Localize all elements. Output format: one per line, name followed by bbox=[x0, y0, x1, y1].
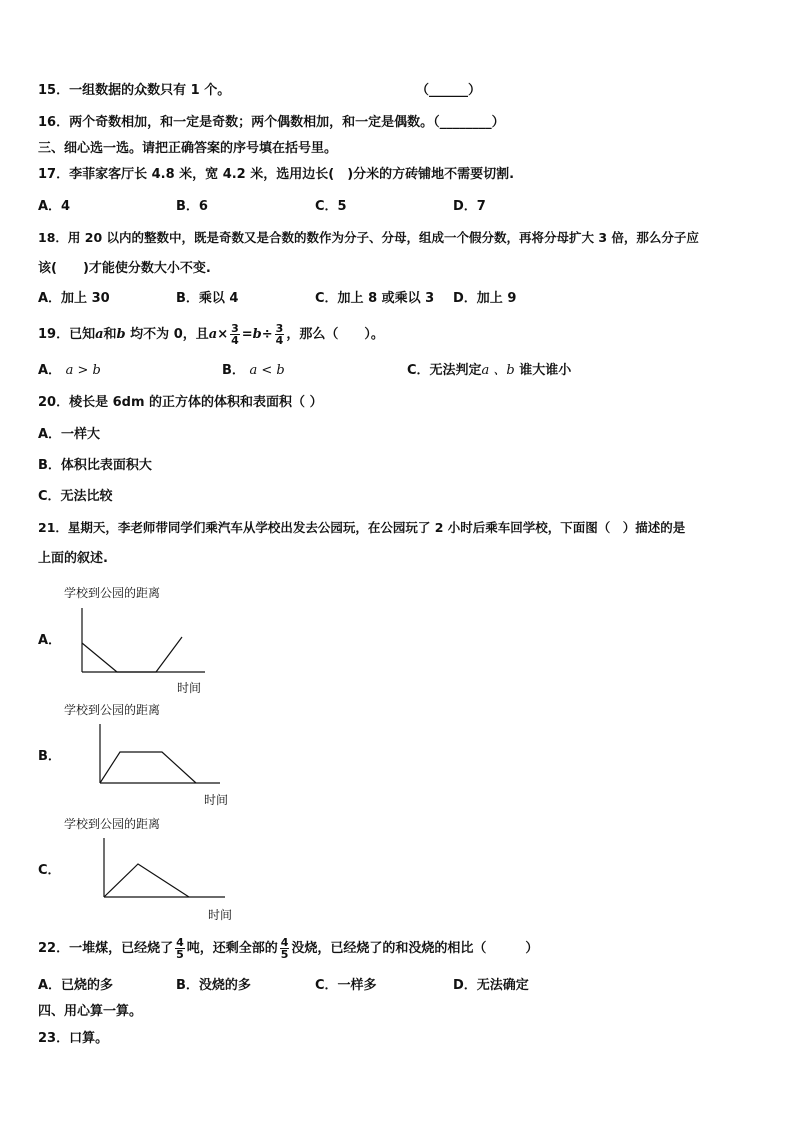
q18-text-line2: 该( )才能使分数大小不变. bbox=[38, 261, 211, 276]
graph-a-line bbox=[82, 637, 182, 672]
q22-mid: 吨，还剩全部的 bbox=[186, 941, 278, 956]
graph-b-line bbox=[100, 752, 196, 783]
q19-prefix: 19．已知 bbox=[38, 327, 96, 342]
q20-option-a[interactable]: A．一样大 bbox=[38, 427, 101, 442]
graph-b-option[interactable]: B． bbox=[38, 749, 61, 764]
q19-var-b: b bbox=[116, 327, 126, 342]
graph-a-xlabel: 时间 bbox=[177, 681, 202, 695]
q19-times: × bbox=[217, 327, 229, 342]
q19-fraction-2: $\frac{3}{4}$ bbox=[275, 322, 284, 347]
q15-answer-blank[interactable]: （______） bbox=[416, 83, 482, 98]
graph-a-option[interactable]: A． bbox=[38, 633, 62, 648]
q19-equals: = bbox=[241, 327, 253, 342]
q19-option-c[interactable]: C．无法判定a 、b 谁大谁小 bbox=[407, 363, 572, 378]
graph-a-ylabel: 学校到公园的距离 bbox=[64, 586, 161, 600]
q19-divide: ÷ bbox=[261, 327, 273, 342]
q19-mid: 均不为 0，且 bbox=[130, 327, 209, 342]
graph-a-chart bbox=[70, 600, 220, 690]
q21-text-line2: 上面的叙述. bbox=[38, 551, 108, 566]
q19-and: 和 bbox=[103, 327, 117, 342]
q22-text bbox=[38, 932, 538, 966]
graph-c-option[interactable]: C． bbox=[38, 863, 61, 878]
q22-option-c[interactable]: C．一样多 bbox=[315, 978, 377, 993]
graph-c-ylabel: 学校到公园的距离 bbox=[64, 817, 161, 831]
q20-option-c[interactable]: C．无法比较 bbox=[38, 489, 113, 504]
q22-fraction-2: $\frac{4}{5}$ bbox=[280, 936, 289, 961]
section4-heading: 四、用心算一算。 bbox=[38, 1004, 143, 1019]
q17-option-c[interactable]: C．5 bbox=[315, 199, 347, 214]
q21-text-line1: 21．星期天，李老师带同学们乘汽车从学校出发去公园玩，在公园玩了 2 小时后乘车回学校，下面图（ ）描述的是 bbox=[38, 520, 686, 535]
q20-text: 20．棱长是 6dm 的正方体的体积和表面积（ ） bbox=[38, 395, 323, 410]
q19-text bbox=[38, 318, 384, 352]
q18-option-b[interactable]: B．乘以 4 bbox=[176, 291, 239, 306]
q22-option-b[interactable]: B．没烧的多 bbox=[176, 978, 251, 993]
q22-option-d[interactable]: D．无法确定 bbox=[453, 978, 529, 993]
graph-c-xlabel: 时间 bbox=[208, 908, 233, 922]
q18-text-line1: 18．用 20 以内的整数中，既是奇数又是合数的数作为分子、分母，组成一个假分数，再将分母扩大 3 倍，那么分子应 bbox=[38, 230, 699, 245]
q19-suffix: ，那么（ ）。 bbox=[286, 327, 384, 342]
q22-prefix: 22．一堆煤，已经烧了 bbox=[38, 941, 174, 956]
q15-text: 15．一组数据的众数只有 1 个。 bbox=[38, 83, 231, 98]
q19-option-a[interactable]: A． a > b bbox=[38, 363, 101, 378]
q17-text: 17．李菲家客厅长 4.8 米，宽 4.2 米，选用边长( )分米的方砖铺地不需要切割. bbox=[38, 167, 515, 182]
q19-fraction-1: $\frac{3}{4}$ bbox=[231, 322, 239, 347]
q18-option-a[interactable]: A．加上 30 bbox=[38, 291, 110, 306]
graph-b-xlabel: 时间 bbox=[204, 793, 229, 807]
q17-option-d[interactable]: D．7 bbox=[453, 199, 486, 214]
q17-option-b[interactable]: B．6 bbox=[176, 199, 208, 214]
graph-c-line bbox=[104, 864, 189, 897]
q20-option-b[interactable]: B．体积比表面积大 bbox=[38, 458, 152, 473]
q16-text: 16．两个奇数相加，和一定是奇数；两个偶数相加，和一定是偶数。（________） bbox=[38, 115, 505, 130]
graph-b-ylabel: 学校到公园的距离 bbox=[64, 703, 161, 717]
q18-option-d[interactable]: D．加上 9 bbox=[453, 291, 517, 306]
q19-var-a: a bbox=[95, 327, 104, 342]
q19-option-b[interactable]: B． a < b bbox=[222, 363, 285, 378]
q23-text: 23．口算。 bbox=[38, 1031, 109, 1046]
section3-heading: 三、细心选一选。请把正确答案的序号填在括号里。 bbox=[38, 141, 338, 156]
q17-option-a[interactable]: A．4 bbox=[38, 199, 71, 214]
q19-eq-a: a bbox=[208, 327, 218, 342]
q22-suffix: 没烧，已经烧了的和没烧的相比（ ） bbox=[291, 941, 539, 956]
q22-fraction-1: $\frac{4}{5}$ bbox=[176, 936, 184, 961]
q18-option-c[interactable]: C．加上 8 或乘以 3 bbox=[315, 291, 435, 306]
q22-option-a[interactable]: A．已烧的多 bbox=[38, 978, 114, 993]
q19-eq-b: b bbox=[252, 327, 262, 342]
